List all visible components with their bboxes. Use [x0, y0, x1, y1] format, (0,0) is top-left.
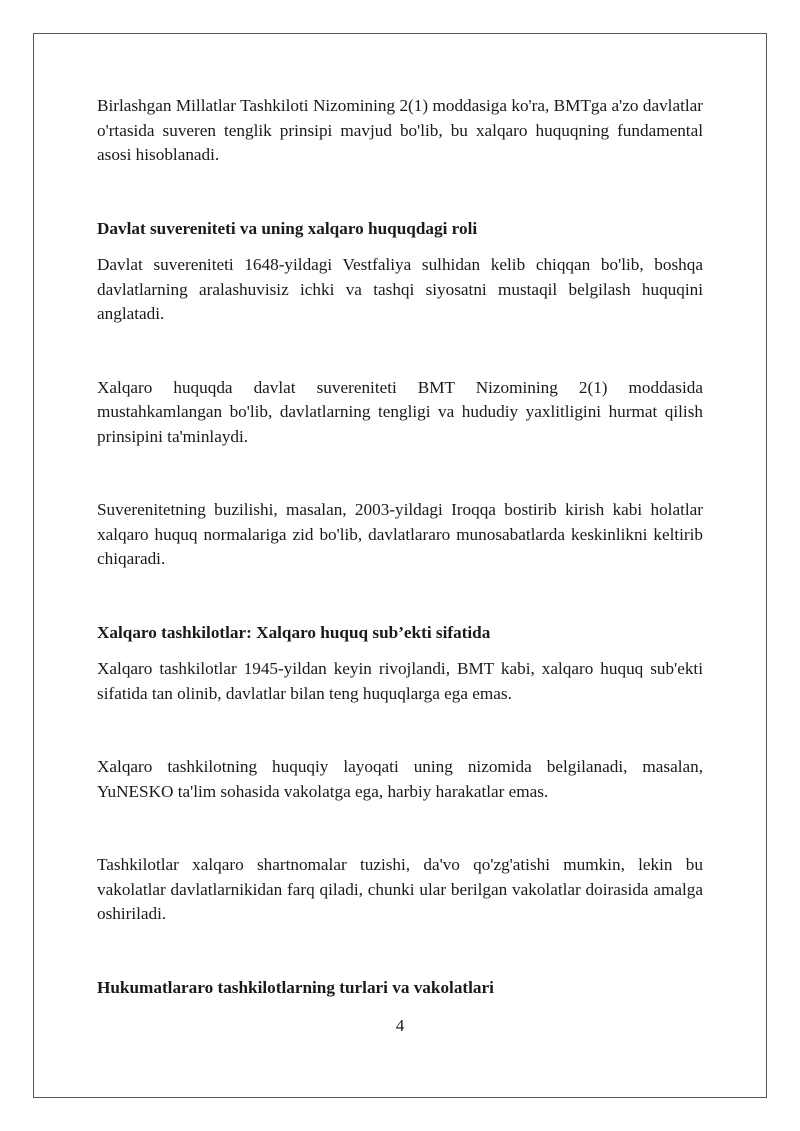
paragraph-westphalia: Davlat suvereniteti 1648-yildagi Vestfaliya sulhidan kelib chiqqan bo'lib, boshqa davlatlarning aralashuvisiz ichki va tashqi siyosatni mustaqil belgilash huquqini anglatadi.: [97, 255, 703, 323]
paragraph-bmt-sovereign-equality: Birlashgan Millatlar Tashkiloti Nizomining 2(1) moddasiga ko'ra, BMTga a'zo davlatlar o'rtasida suveren tenglik prinsipi mavjud bo'lib, bu xalqaro huquqning fundamental asosi hisoblanadi.: [97, 96, 703, 164]
heading-intergovernmental-types: Hukumatlararo tashkilotlarning turlari va vakolatlari: [97, 977, 494, 997]
heading-international-organizations: Xalqaro tashkilotlar: Xalqaro huquq sub’ekti sifatida: [97, 622, 491, 642]
paragraph-treaty-powers: Tashkilotlar xalqaro shartnomalar tuzishi, da'vo qo'zg'atishi mumkin, lekin bu vakolatlar davlatlarnikidan farq qiladi, chunki ular berilgan vakolatlar doirasida amalga oshiriladi.: [97, 855, 703, 923]
page-number: 4: [395, 1016, 405, 1035]
paragraph-iraq-invasion: Suverenitetning buzilishi, masalan, 2003-yildagi Iroqqa bostirib kirish kabi holatlar xalqaro huquq normalariga zid bo'lib, davlatlararo munosabatlarda keskinlikni keltirib chiqaradi.: [97, 500, 703, 568]
heading-state-sovereignty: Davlat suvereniteti va uning xalqaro huquqdagi roli: [97, 218, 478, 238]
paragraph-legal-capacity: Xalqaro tashkilotning huquqiy layoqati uning nizomida belgilanadi, masalan, YuNESKO ta'lim sohasida vakolatga ega, harbiy harakatlar emas.: [97, 757, 703, 801]
paragraph-un-charter: Xalqaro huquqda davlat suvereniteti BMT Nizomining 2(1) moddasida mustahkamlangan bo'lib, davlatlarning tengligi va hududiy yaxlitligini hurmat qilish prinsipini ta'minlaydi.: [97, 377, 703, 446]
document-body: [97, 94, 703, 1000]
paragraph-organizations-1945: Xalqaro tashkilotlar 1945-yildan keyin rivojlandi, BMT kabi, xalqaro huquq sub'ekti sifatida tan olinib, davlatlar bilan teng huquqlarga ega emas.: [97, 659, 703, 703]
